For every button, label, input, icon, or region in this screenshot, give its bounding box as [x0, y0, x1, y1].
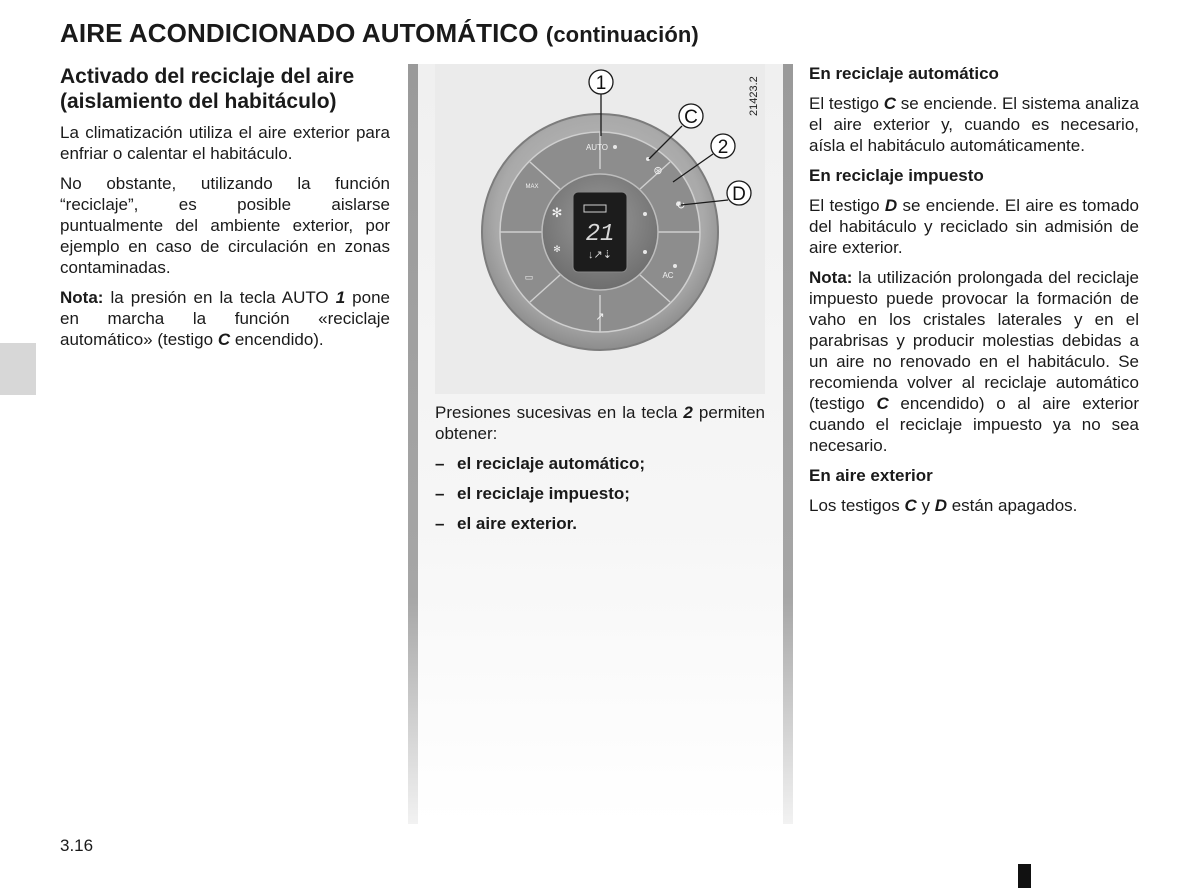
- list-dash: –: [435, 514, 445, 533]
- heading-outside-air: En aire exterior: [809, 466, 933, 485]
- page-title-main: AIRE ACONDICIONADO AUTOMÁTICO: [60, 18, 539, 48]
- text: se enciende. El sistema analiza el aire exterior y, cuando es necesario, aísla el habitáculo automáticamente.: [809, 94, 1140, 155]
- fan-indicator: [643, 212, 647, 216]
- list-dash: –: [435, 454, 445, 473]
- ac-indicator: [673, 264, 677, 268]
- column-divider-left: [408, 64, 418, 824]
- auto-indicator: [613, 145, 617, 149]
- callout-c-label: C: [684, 107, 698, 128]
- text: Los testigos: [809, 496, 905, 515]
- left-column: [60, 64, 390, 359]
- intro-key: 2: [683, 403, 693, 422]
- indicator-ref: D: [884, 196, 898, 215]
- text: están apagados.: [946, 496, 1078, 515]
- indicator-ref: C: [883, 94, 896, 113]
- para-auto-recycle: [809, 93, 1139, 156]
- fan-high-icon: ✻: [551, 205, 563, 220]
- text: la utilización prolongada del reciclaje impuesto puede provocar la formación de vaho en los cristales laterales y en el parabrisas y producir molestias debidas a un aire no renovado en el habitáculo. Se recomienda volver al reciclaje automático (testigo: [809, 268, 1139, 413]
- page-number: 3.16: [60, 836, 94, 855]
- chapter-tab: [0, 343, 36, 395]
- corner-mark: [1018, 864, 1031, 888]
- section-heading-line2: (aislamiento del habitáculo): [60, 90, 337, 113]
- left-para-2: No obstante, utilizando la función “reciclaje”, es posible aislarse puntualmente del ambiente exterior, por ejemplo en caso de circulación en zonas contaminadas.: [60, 174, 390, 277]
- recycle-auto-icon: ⊛: [653, 165, 663, 177]
- text: El testigo: [809, 94, 884, 113]
- text: se enciende. El aire es tomado del habitáculo y reciclado sin admisión de aire exterior.: [809, 196, 1139, 257]
- auto-button-label: AUTO: [585, 143, 609, 152]
- middle-column: [435, 402, 765, 543]
- middle-intro: [435, 402, 765, 444]
- climate-control-illustration: [435, 64, 765, 394]
- note-text-a: la presión en la tecla AUTO: [103, 288, 336, 307]
- right-column: [809, 63, 1139, 525]
- heading-forced-recycle: En reciclaje impuesto: [809, 166, 984, 185]
- list-item: [435, 453, 765, 474]
- list-item-text: el aire exterior.: [457, 514, 578, 533]
- right-note: [809, 267, 1139, 456]
- para-forced-recycle: [809, 195, 1139, 258]
- climate-control-figure: [435, 64, 765, 394]
- rear-defrost-icon: ▭: [524, 272, 534, 282]
- indicator-ref: D: [934, 496, 947, 515]
- para-outside-air: [809, 495, 1139, 516]
- column-divider-right: [783, 64, 793, 824]
- left-note: [60, 287, 390, 350]
- text: encendido) o al aire exterior cuando el reciclaje impuesto ya no sea necesario.: [809, 394, 1139, 455]
- fan-low-icon: ✻: [553, 244, 561, 254]
- indicator-ref: C: [904, 496, 917, 515]
- heading-auto-recycle: En reciclaje automático: [809, 64, 999, 83]
- note-indicator: C: [217, 330, 231, 349]
- list-item-text: el reciclaje impuesto;: [457, 484, 630, 503]
- note-label: Nota:: [60, 288, 104, 307]
- figure-reference: 21423.2: [748, 76, 760, 116]
- display-temperature: 21: [585, 221, 615, 248]
- ac-button-label: AC: [662, 271, 674, 280]
- indicator-ref: C: [876, 394, 889, 413]
- page-title-sub: (continuación): [545, 22, 699, 47]
- list-item: [435, 483, 765, 504]
- intro-text-a: Presiones sucesivas en la tecla: [435, 403, 684, 422]
- note-label: Nota:: [809, 268, 853, 287]
- option-list: [435, 453, 765, 534]
- section-heading: [60, 64, 390, 114]
- text: y: [916, 496, 935, 515]
- fan-indicator-2: [643, 250, 647, 254]
- callout-2-label: 2: [717, 137, 729, 158]
- air-distribution-icon: ↗: [595, 311, 605, 323]
- recycle-icon: ↻: [676, 200, 686, 212]
- note-text-b: pone en marcha la función «reciclaje automático» (testigo: [60, 288, 391, 349]
- max-button-label: MAX: [525, 184, 539, 190]
- note-key: 1: [335, 288, 346, 307]
- left-para-1: La climatización utiliza el aire exterior para enfriar o calentar el habitáculo.: [60, 123, 390, 163]
- list-dash: –: [435, 484, 445, 503]
- section-heading-line1: Activado del reciclaje del aire: [60, 65, 355, 88]
- display-airflow-icon: ↓↗⇣: [588, 249, 612, 261]
- list-item: [435, 513, 765, 534]
- text: El testigo: [809, 196, 885, 215]
- callout-d-label: D: [732, 184, 746, 205]
- page-title: [60, 18, 699, 49]
- callout-1-label: 1: [595, 73, 607, 94]
- list-item-text: el reciclaje automático;: [457, 454, 646, 473]
- note-text-c: encendido).: [230, 330, 324, 349]
- intro-text-b: permiten obtener:: [435, 403, 765, 443]
